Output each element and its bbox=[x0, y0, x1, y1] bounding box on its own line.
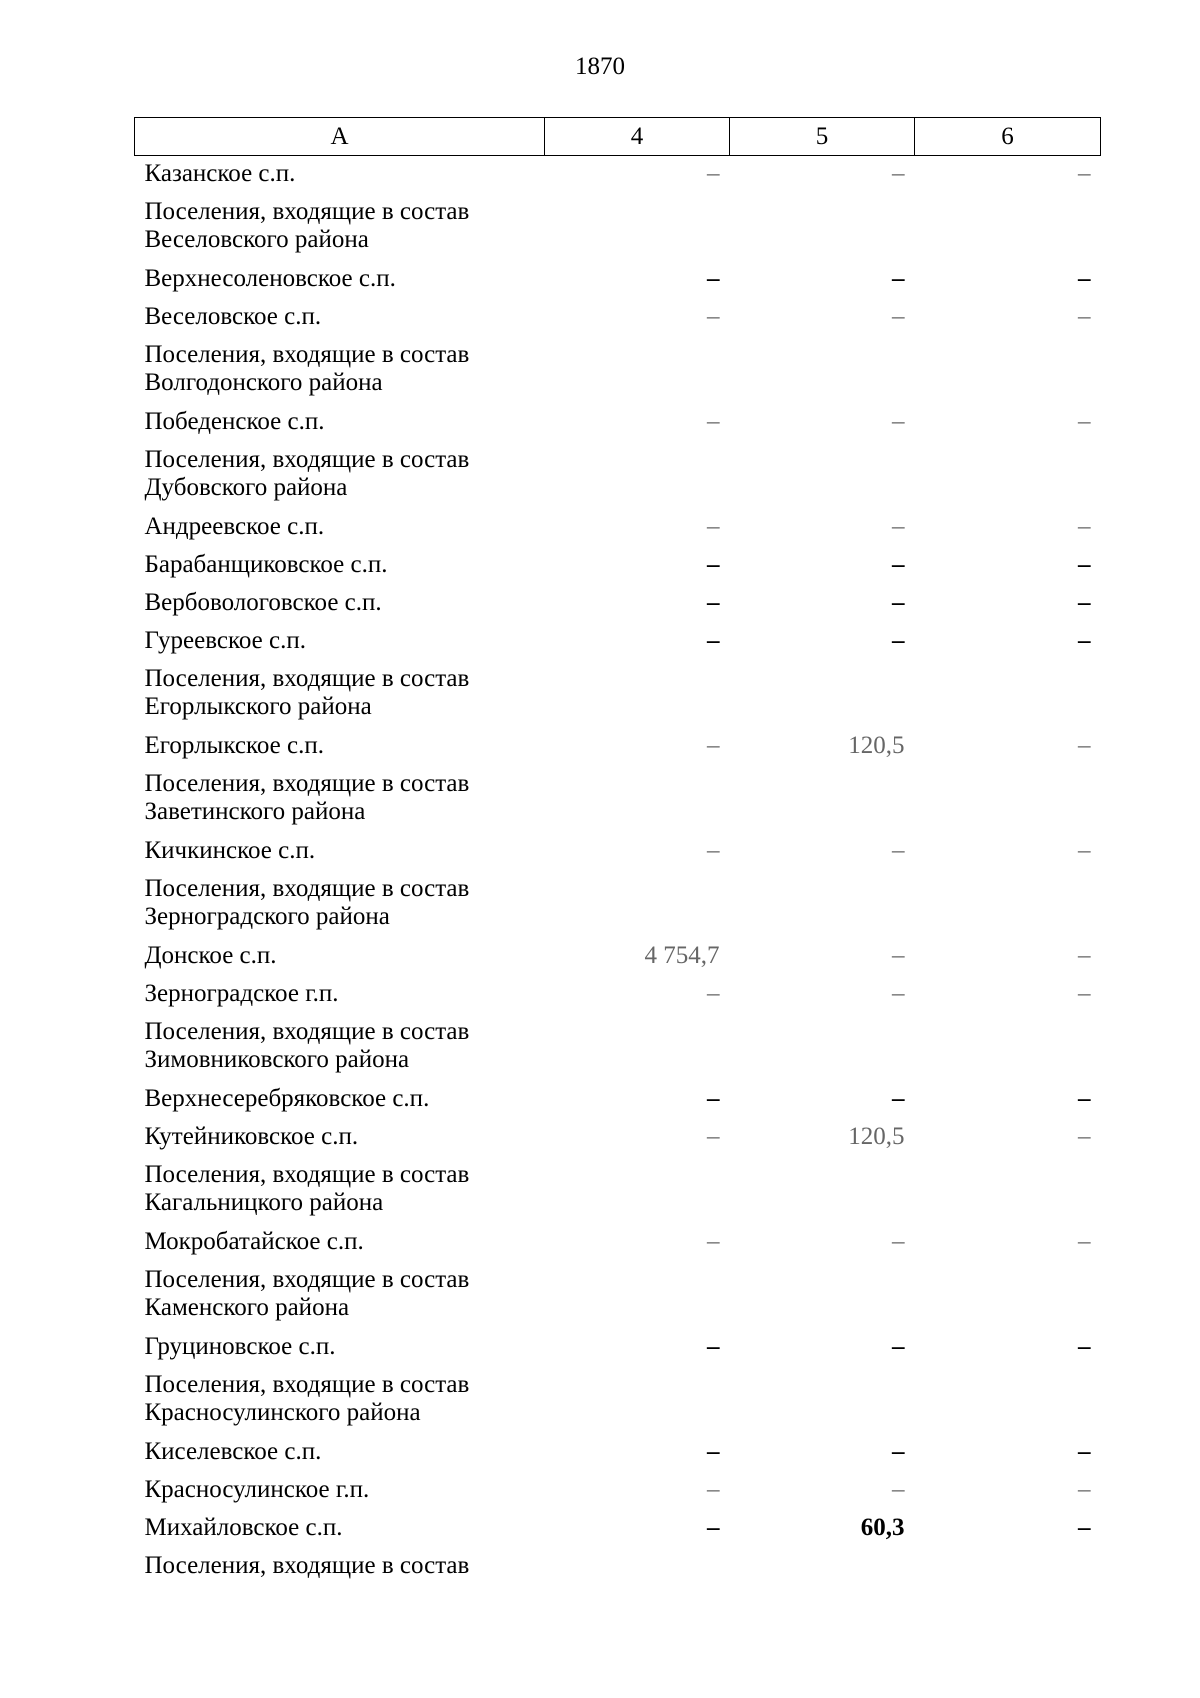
table-row bbox=[135, 623, 1101, 661]
value-cell-5 bbox=[730, 1014, 915, 1081]
value-cell-6 bbox=[915, 194, 1101, 261]
value-cell-6 bbox=[915, 337, 1101, 404]
value-cell-5 bbox=[730, 766, 915, 833]
value-cell-6: – bbox=[1078, 160, 1091, 187]
group-heading: Поселения, входящие в состав bbox=[144, 1551, 470, 1579]
value-cell-4 bbox=[545, 1367, 730, 1434]
table-row bbox=[135, 261, 1101, 299]
value-cell-4: – bbox=[707, 1332, 720, 1360]
data-table bbox=[134, 117, 1101, 1615]
value-cell-5 bbox=[730, 442, 915, 509]
value-cell-5: – bbox=[892, 550, 905, 578]
header-col-5: 5 bbox=[730, 118, 915, 156]
value-cell-5 bbox=[730, 194, 915, 261]
settlement-name: Донское с.п. bbox=[144, 941, 277, 969]
table-row bbox=[135, 1434, 1101, 1472]
table-group-row bbox=[135, 871, 1101, 938]
table-group-row bbox=[135, 337, 1101, 404]
value-cell-5 bbox=[730, 661, 915, 728]
value-cell-4: – bbox=[707, 512, 720, 540]
value-cell-4: 4 754,7 bbox=[644, 941, 720, 969]
value-cell-5: 120,5 bbox=[848, 731, 905, 759]
table-group-row bbox=[135, 1548, 1101, 1615]
value-cell-5 bbox=[730, 1367, 915, 1434]
value-cell-4: – bbox=[707, 588, 720, 616]
value-cell-5 bbox=[730, 871, 915, 938]
value-cell-5 bbox=[730, 1548, 915, 1615]
settlement-name: Верхнесоленовское с.п. bbox=[144, 264, 396, 292]
value-cell-4: – bbox=[707, 731, 720, 759]
value-cell-6: – bbox=[1078, 1332, 1091, 1360]
settlement-name: Веселовское с.п. bbox=[144, 302, 322, 330]
value-cell-6 bbox=[915, 1157, 1101, 1224]
value-cell-5 bbox=[730, 1157, 915, 1224]
settlement-name: Киселевское с.п. bbox=[144, 1437, 322, 1465]
value-cell-5 bbox=[730, 337, 915, 404]
value-cell-6 bbox=[915, 661, 1101, 728]
table-group-row bbox=[135, 442, 1101, 509]
settlement-name: Гуреевское с.п. bbox=[144, 626, 306, 654]
value-cell-5: – bbox=[892, 512, 905, 540]
group-heading: Поселения, входящие в состав Красносулинского района bbox=[144, 1370, 470, 1426]
value-cell-5 bbox=[730, 1262, 915, 1329]
value-cell-4 bbox=[545, 1014, 730, 1081]
value-cell-4: – bbox=[707, 1122, 720, 1150]
value-cell-4: – bbox=[707, 302, 720, 330]
value-cell-5: – bbox=[892, 941, 905, 969]
settlement-name: Барабанщиковское с.п. bbox=[144, 550, 388, 578]
value-cell-4 bbox=[545, 871, 730, 938]
settlement-name: Вербовологовское с.п. bbox=[144, 588, 382, 616]
value-cell-6: – bbox=[1078, 264, 1091, 292]
table-row bbox=[135, 938, 1101, 976]
value-cell-6: – bbox=[1078, 1084, 1091, 1112]
value-cell-6 bbox=[915, 766, 1101, 833]
value-cell-5: – bbox=[892, 1437, 905, 1465]
value-cell-6: – bbox=[1078, 626, 1091, 654]
value-cell-4 bbox=[545, 1548, 730, 1615]
settlement-name: Красносулинское г.п. bbox=[144, 1475, 370, 1503]
value-cell-5: – bbox=[892, 407, 905, 435]
page-number: 1870 bbox=[575, 53, 625, 80]
value-cell-6: – bbox=[1078, 1437, 1091, 1465]
value-cell-5: – bbox=[892, 264, 905, 292]
header-col-a: А bbox=[135, 118, 545, 156]
table-row bbox=[135, 1224, 1101, 1262]
table-row bbox=[135, 833, 1101, 871]
table-group-row bbox=[135, 1262, 1101, 1329]
table-row bbox=[135, 299, 1101, 337]
table-header bbox=[135, 118, 1101, 156]
group-heading: Поселения, входящие в состав Егорлыкского района bbox=[144, 664, 470, 720]
value-cell-4: – bbox=[707, 979, 720, 1007]
value-cell-5: – bbox=[892, 1332, 905, 1360]
table-group-row bbox=[135, 1014, 1101, 1081]
group-heading: Поселения, входящие в состав Веселовского района bbox=[144, 197, 470, 253]
value-cell-6 bbox=[915, 871, 1101, 938]
value-cell-6: – bbox=[1078, 979, 1091, 1007]
table-row bbox=[135, 728, 1101, 766]
table-row bbox=[135, 509, 1101, 547]
table-group-row bbox=[135, 661, 1101, 728]
table-row bbox=[135, 1119, 1101, 1157]
settlement-name: Верхнесеребряковское с.п. bbox=[144, 1084, 430, 1112]
header-col-4: 4 bbox=[545, 118, 730, 156]
table-group-row bbox=[135, 1157, 1101, 1224]
value-cell-5: – bbox=[892, 1227, 905, 1255]
group-heading: Поселения, входящие в состав Дубовского района bbox=[144, 445, 470, 501]
value-cell-4: – bbox=[707, 407, 720, 435]
group-heading: Поселения, входящие в состав Заветинского района bbox=[144, 769, 470, 825]
value-cell-6: – bbox=[1078, 550, 1091, 578]
settlement-name: Кутейниковское с.п. bbox=[144, 1122, 359, 1150]
value-cell-6: – bbox=[1078, 407, 1091, 435]
value-cell-5: 60,3 bbox=[860, 1513, 905, 1541]
value-cell-4 bbox=[545, 661, 730, 728]
value-cell-6 bbox=[915, 1262, 1101, 1329]
group-heading: Поселения, входящие в состав Зимовниковского района bbox=[144, 1017, 470, 1073]
value-cell-4: – bbox=[707, 1437, 720, 1465]
value-cell-5: – bbox=[892, 979, 905, 1007]
value-cell-6 bbox=[915, 1014, 1101, 1081]
table-row bbox=[135, 976, 1101, 1014]
value-cell-4: – bbox=[707, 1513, 720, 1541]
value-cell-6: – bbox=[1078, 1513, 1091, 1541]
settlement-name: Победенское с.п. bbox=[144, 407, 325, 435]
value-cell-4 bbox=[545, 1262, 730, 1329]
value-cell-4: – bbox=[707, 1084, 720, 1112]
value-cell-6: – bbox=[1078, 512, 1091, 540]
settlement-name: Михайловское с.п. bbox=[144, 1513, 343, 1541]
group-heading: Поселения, входящие в состав Зерноградского района bbox=[144, 874, 470, 930]
table-row bbox=[135, 1081, 1101, 1119]
value-cell-5: – bbox=[892, 1475, 905, 1503]
value-cell-4: – bbox=[707, 160, 720, 187]
table-row bbox=[135, 1472, 1101, 1510]
table-row bbox=[135, 156, 1101, 194]
table-group-row bbox=[135, 194, 1101, 261]
settlement-name: Кичкинское с.п. bbox=[144, 836, 316, 864]
table-group-row bbox=[135, 1367, 1101, 1434]
value-cell-6: – bbox=[1078, 731, 1091, 759]
value-cell-5: – bbox=[892, 302, 905, 330]
value-cell-5: – bbox=[892, 160, 905, 187]
settlement-name: Андреевское с.п. bbox=[144, 512, 325, 540]
value-cell-6: – bbox=[1078, 1227, 1091, 1255]
group-heading: Поселения, входящие в состав Каменского района bbox=[144, 1265, 470, 1321]
value-cell-6 bbox=[915, 1367, 1101, 1434]
value-cell-4: – bbox=[707, 550, 720, 578]
settlement-name: Груциновское с.п. bbox=[144, 1332, 336, 1360]
value-cell-6: – bbox=[1078, 941, 1091, 969]
table-row bbox=[135, 1329, 1101, 1367]
table-row bbox=[135, 1510, 1101, 1548]
group-heading: Поселения, входящие в состав Волгодонского района bbox=[144, 340, 470, 396]
value-cell-4: – bbox=[707, 836, 720, 864]
value-cell-5: – bbox=[892, 836, 905, 864]
value-cell-6: – bbox=[1078, 1475, 1091, 1503]
value-cell-6: – bbox=[1078, 1122, 1091, 1150]
settlement-name: Казанское с.п. bbox=[144, 160, 296, 187]
settlement-name: Зерноградское г.п. bbox=[144, 979, 339, 1007]
value-cell-5: – bbox=[892, 626, 905, 654]
table-body bbox=[135, 156, 1101, 1615]
value-cell-6 bbox=[915, 442, 1101, 509]
settlement-name: Егорлыкское с.п. bbox=[144, 731, 324, 759]
value-cell-6 bbox=[915, 1548, 1101, 1615]
value-cell-6: – bbox=[1078, 588, 1091, 616]
value-cell-5: – bbox=[892, 1084, 905, 1112]
value-cell-6: – bbox=[1078, 302, 1091, 330]
group-heading: Поселения, входящие в состав Кагальницкого района bbox=[144, 1160, 470, 1216]
value-cell-6: – bbox=[1078, 836, 1091, 864]
table-row bbox=[135, 585, 1101, 623]
value-cell-5: 120,5 bbox=[848, 1122, 905, 1150]
table-row bbox=[135, 547, 1101, 585]
table-group-row bbox=[135, 766, 1101, 833]
settlement-name: Мокробатайское с.п. bbox=[144, 1227, 364, 1255]
value-cell-4: – bbox=[707, 626, 720, 654]
value-cell-4 bbox=[545, 1157, 730, 1224]
value-cell-4: – bbox=[707, 1227, 720, 1255]
value-cell-4: – bbox=[707, 264, 720, 292]
value-cell-4 bbox=[545, 766, 730, 833]
value-cell-4 bbox=[545, 194, 730, 261]
value-cell-4 bbox=[545, 442, 730, 509]
header-col-6: 6 bbox=[915, 118, 1101, 156]
value-cell-4 bbox=[545, 337, 730, 404]
value-cell-5: – bbox=[892, 588, 905, 616]
table-row bbox=[135, 404, 1101, 442]
value-cell-4: – bbox=[707, 1475, 720, 1503]
